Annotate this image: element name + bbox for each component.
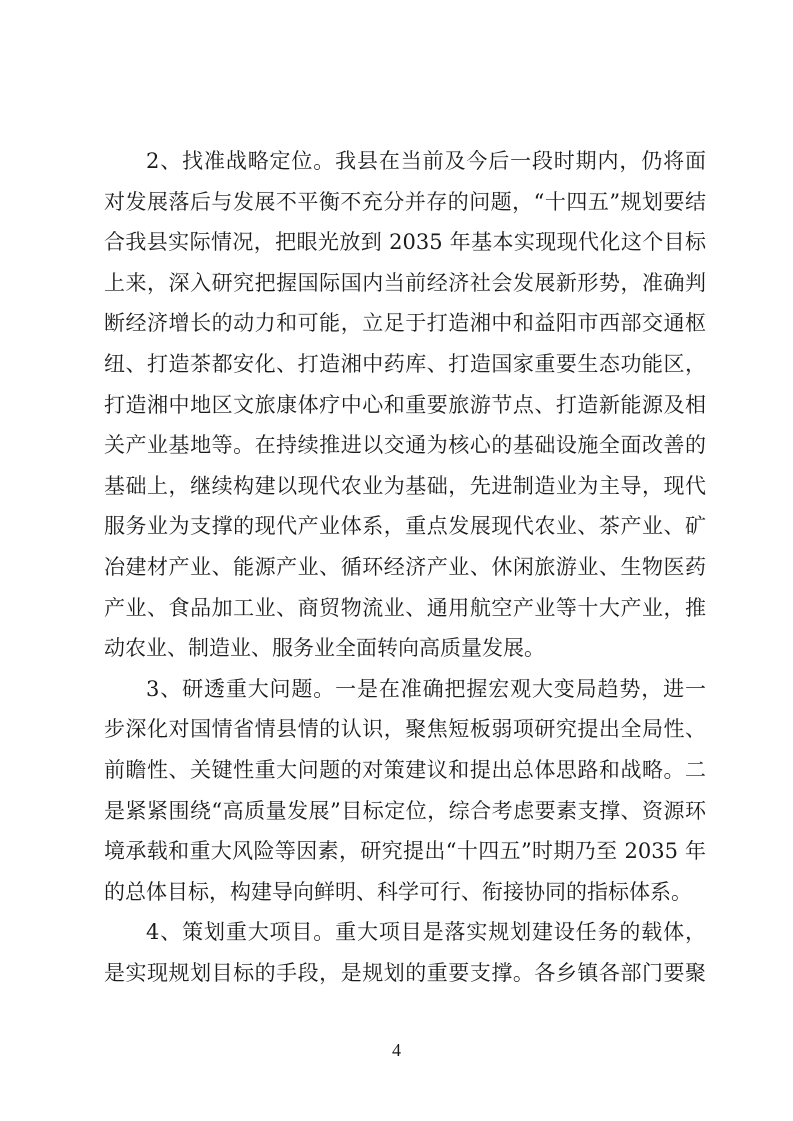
page-number: 4: [392, 1040, 401, 1060]
paragraph-3-line-1: 3、研透重大问题。一是在准确把握宏观大变局趋势，进一: [146, 676, 706, 701]
paragraph-2-line-10: 服务业为支撑的现代产业体系，重点发展现代农业、茶产业、矿: [104, 514, 706, 539]
paragraph-2-line-8: 关产业基地等。在持续推进以交通为核心的基础设施全面改善的: [104, 433, 706, 458]
paragraph-3-line-2: 步深化对国情省情县情的认识，聚焦短板弱项研究提出全局性、: [104, 717, 706, 742]
paragraph-2-line-3: 合我县实际情况，把眼光放到 2035 年基本实现现代化这个目标: [104, 230, 706, 255]
paragraph-4-line-2: 是实现规划目标的手段，是规划的重要支撑。各乡镇各部门要聚: [104, 960, 706, 985]
paragraph-2-line-13: 动农业、制造业、服务业全面转向高质量发展。: [104, 636, 545, 661]
paragraph-2-line-6: 纽、打造茶都安化、打造湘中药库、打造国家重要生态功能区，: [104, 351, 706, 376]
body-text: [104, 141, 706, 993]
paragraph-2-line-4: 上来，深入研究把握国际国内当前经济社会发展新形势，准确判: [104, 270, 706, 295]
paragraph-2-line-2: 对发展落后与发展不平衡不充分并存的问题，“十四五”规划要结: [104, 189, 706, 214]
paragraph-2-line-9: 基础上，继续构建以现代农业为基础，先进制造业为主导，现代: [104, 473, 706, 498]
paragraph-3-line-4: 是紧紧围绕“高质量发展”目标定位，综合考虑要素支撑、资源环: [104, 798, 706, 823]
paragraph-2-line-5: 断经济增长的动力和可能，立足于打造湘中和益阳市西部交通枢: [104, 311, 706, 336]
paragraph-2-line-12: 产业、食品加工业、商贸物流业、通用航空产业等十大产业，推: [104, 595, 706, 620]
paragraph-3-line-5: 境承载和重大风险等因素，研究提出“十四五”时期乃至 2035 年: [104, 839, 706, 864]
paragraph-4-line-1: 4、策划重大项目。重大项目是落实规划建设任务的载体，: [146, 920, 706, 945]
paragraph-3-line-3: 前瞻性、关键性重大问题的对策建议和提出总体思路和战略。二: [104, 757, 706, 782]
paragraph-2-line-1: 2、找准战略定位。我县在当前及今后一段时期内，仍将面: [146, 149, 706, 173]
paragraph-3-line-6: 的总体目标，构建导向鲜明、科学可行、衔接协同的指标体系。: [104, 879, 692, 904]
paragraph-2-line-7: 打造湘中地区文旅康体疗中心和重要旅游节点、打造新能源及相: [104, 392, 706, 417]
paragraph-2-line-11: 冶建材产业、能源产业、循环经济产业、休闲旅游业、生物医药: [104, 554, 706, 579]
